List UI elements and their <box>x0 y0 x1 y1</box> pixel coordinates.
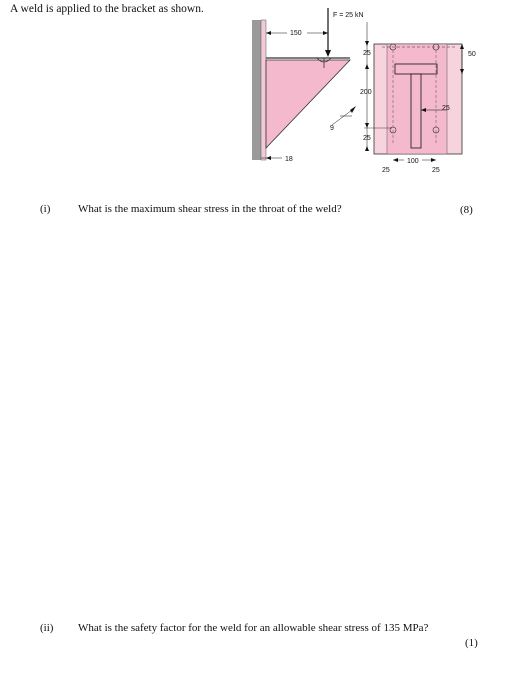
dim-25-right: 25 <box>442 105 450 112</box>
bracket-gusset <box>266 60 350 148</box>
question-2-text: What is the safety factor for the weld for an allowable shear stress of 135 MPa? <box>78 622 429 634</box>
dim-25-bottom: 25 <box>363 135 371 142</box>
question-2-marks: (1) <box>465 637 478 649</box>
bracket-weld-figure <box>232 0 492 190</box>
dim-50: 50 <box>468 51 476 58</box>
intro-text: A weld is applied to the bracket as shown. <box>10 3 204 15</box>
dim-150: 150 <box>290 30 302 37</box>
wall-column <box>252 20 261 160</box>
tee-web <box>411 74 421 148</box>
dim-25-left-base: 25 <box>382 167 390 174</box>
dim-200: 200 <box>360 89 372 96</box>
bracket-diagram <box>232 0 492 190</box>
tee-flange <box>395 64 437 74</box>
question-1-number: (i) <box>40 203 51 215</box>
question-1-text: What is the maximum shear stress in the throat of the weld? <box>78 203 342 215</box>
dim-25-top: 25 <box>363 50 371 57</box>
force-label: F = 25 kN <box>333 12 364 19</box>
weld-leader <box>332 110 352 125</box>
wall-flange <box>261 20 266 160</box>
dim-9: 9 <box>330 125 334 132</box>
dim-25-right-base: 25 <box>432 167 440 174</box>
question-1-marks: (8) <box>460 204 473 216</box>
question-2-number: (ii) <box>40 622 54 634</box>
dim-18: 18 <box>285 156 293 163</box>
dim-100: 100 <box>407 158 419 165</box>
